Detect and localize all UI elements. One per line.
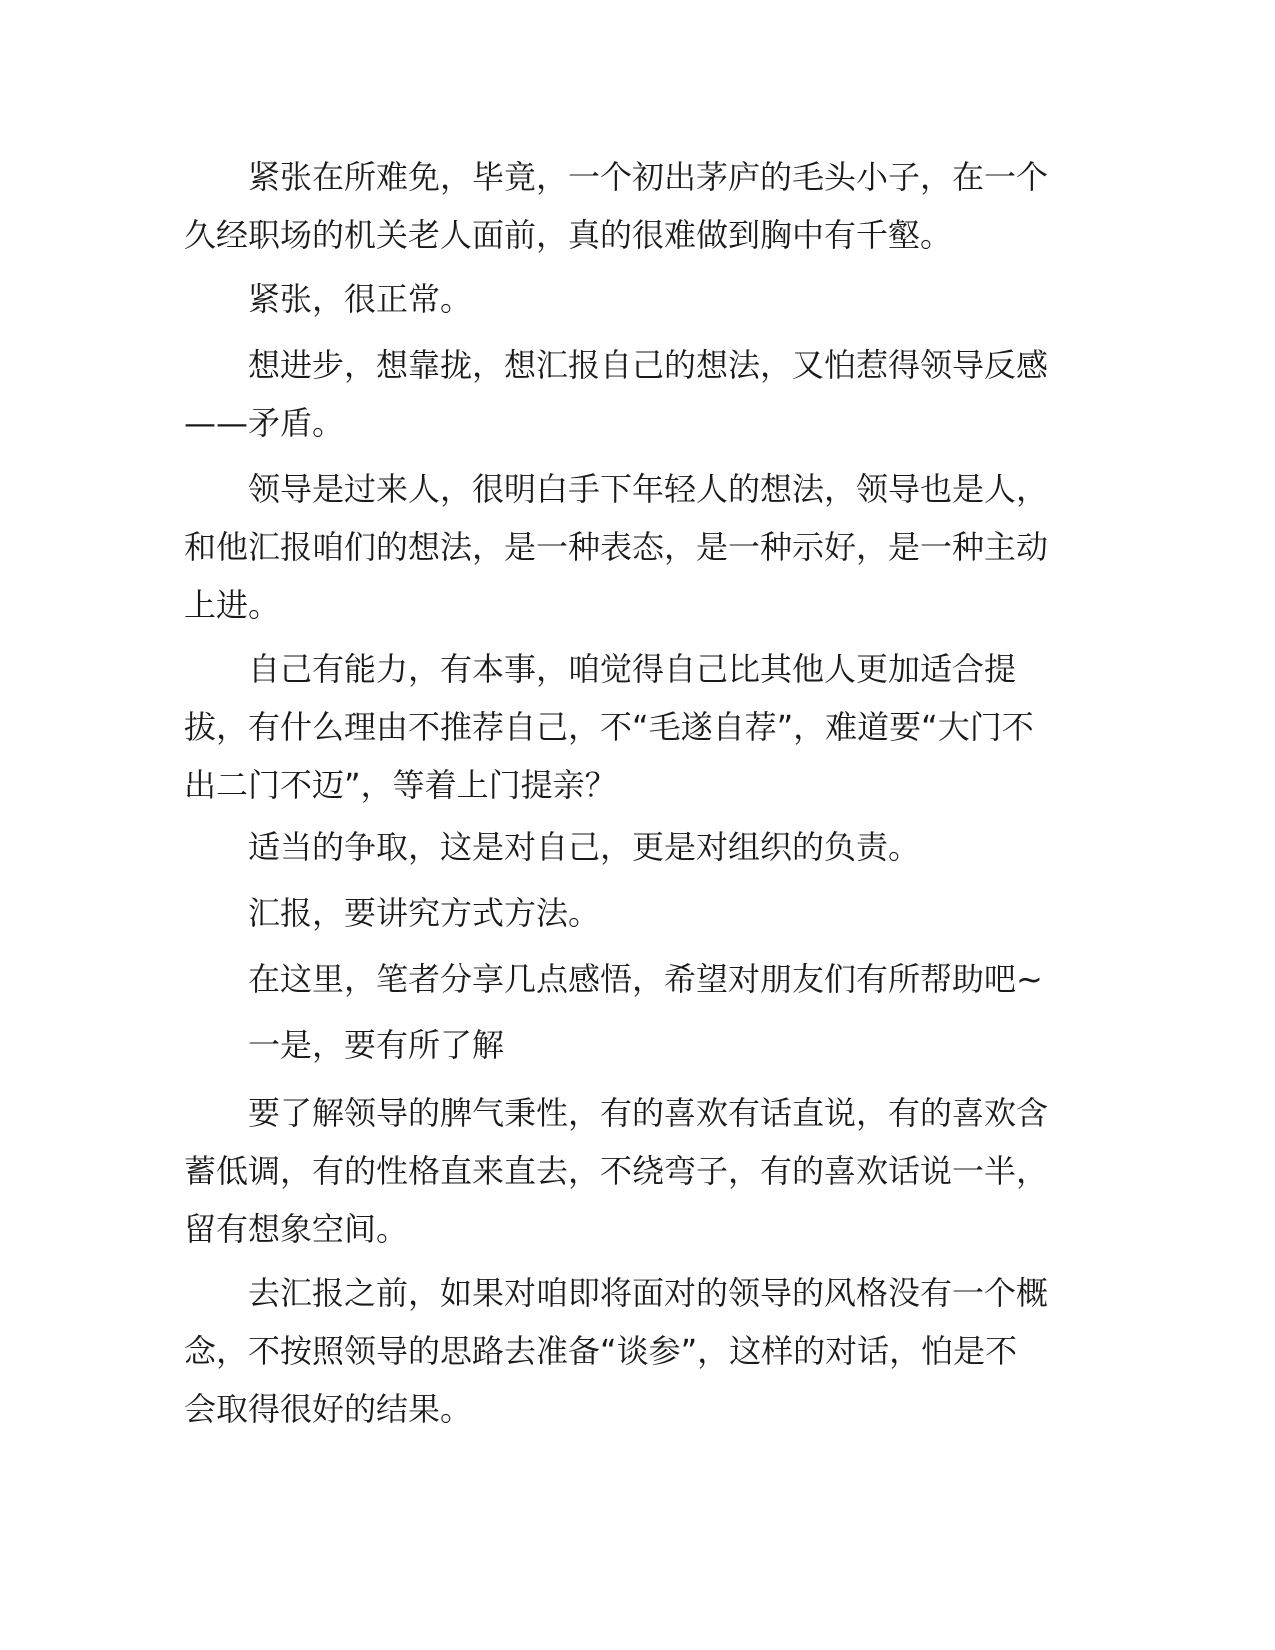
paragraph-8: 在这里，笔者分享几点感悟，希望对朋友们有所帮助吧~: [248, 960, 1043, 998]
paragraph-1: 紧张在所难免，毕竟，一个初出茅庐的毛头小子，在一个 久经职场的机关老人面前，真的很难做到胸中有千壑。: [184, 158, 1049, 254]
section-heading: 一是，要有所了解: [248, 1026, 505, 1064]
paragraph-10: 要了解领导的脾气秉性，有的喜欢有话直说，有的喜欢含 蓄低调，有的性格直来直去，不绕弯子，有的喜欢话说一半， 留有想象空间。: [184, 1094, 1049, 1248]
paragraph-7: 汇报，要讲究方式方法。: [248, 894, 601, 932]
paragraph-5: 自己有能力，有本事，咱觉得自己比其他人更加适合提 拔，有什么理由不推荐自己，不“毛遂自荐”，难道要“大门不 出二门不迈”，等着上门提亲？: [184, 650, 1034, 804]
paragraph-4: 领导是过来人，很明白手下年轻人的想法，领导也是人， 和他汇报咱们的想法，是一种表态，是一种示好，是一种主动 上进。: [184, 470, 1049, 624]
paragraph-3: 想进步，想靠拢，想汇报自己的想法，又怕惹得领导反感 ——矛盾。: [184, 346, 1049, 442]
paragraph-2: 紧张，很正常。: [248, 280, 473, 318]
paragraph-6: 适当的争取，这是对自己，更是对组织的负责。: [248, 828, 921, 866]
paragraph-11: 去汇报之前，如果对咱即将面对的领导的风格没有一个概 念，不按照领导的思路去准备“谈参”，这样的对话，怕是不 会取得很好的结果。: [184, 1274, 1049, 1428]
